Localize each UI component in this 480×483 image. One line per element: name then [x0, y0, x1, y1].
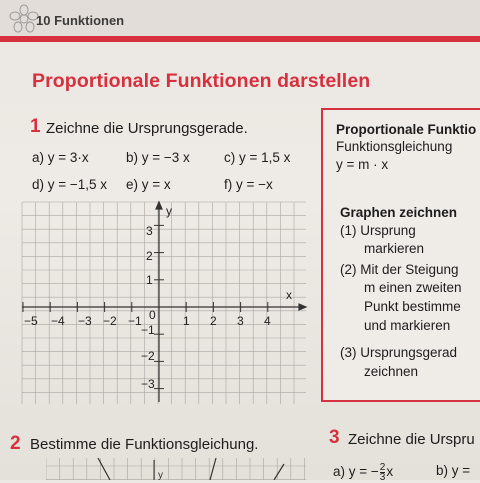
task1-eq-c: c) y = 1,5 x — [224, 150, 291, 165]
task1-eq-f: f) y = −x — [224, 177, 273, 192]
x-tick-label: −4 — [51, 314, 65, 328]
task3-instruction: Zeichne die Urspru — [348, 431, 475, 448]
task2-number: 2 — [10, 433, 21, 454]
y-tick-label: 3 — [146, 224, 153, 238]
origin-label: 0 — [149, 308, 156, 322]
task2-line — [98, 458, 110, 480]
x-tick-label: −1 — [128, 314, 142, 328]
fraction-numerator: 2 — [379, 462, 386, 473]
x-axis-arrow — [299, 304, 306, 310]
task3-eq-a — [333, 463, 393, 482]
fraction — [380, 463, 386, 482]
task2-instruction: Bestimme die Funktionsgleichung. — [30, 436, 259, 453]
x-tick-label: −2 — [103, 314, 117, 328]
info-step: m einen zweiten — [364, 280, 462, 295]
chapter-label: 10 Funktionen — [36, 13, 125, 28]
task3-eq-a-prefix: a) y = − — [333, 464, 379, 480]
info-step: und markieren — [364, 318, 451, 333]
info-box — [321, 108, 480, 402]
y-tick-label: 1 — [146, 273, 153, 287]
page-title: Proportionale Funktionen darstellen — [32, 70, 371, 92]
x-tick-label: 2 — [210, 314, 217, 328]
task2-grid — [46, 458, 306, 480]
task1-eq-b: b) y = −3 x — [126, 150, 190, 165]
x-tick-label: 1 — [183, 314, 190, 328]
y-tick-label: −1 — [141, 323, 155, 337]
task2-line — [274, 464, 284, 480]
x-tick-label: 3 — [237, 314, 244, 328]
y-axis-label: y — [166, 204, 172, 218]
x-tick-label: 4 — [264, 314, 271, 328]
y-tick-label: −3 — [141, 377, 155, 391]
task1-instruction: Zeichne die Ursprungsgerade. — [46, 120, 248, 137]
x-tick-label: −3 — [78, 314, 92, 328]
fraction-denominator: 3 — [379, 472, 386, 483]
task3-eq-a-suffix: x — [386, 464, 394, 480]
task3-number: 3 — [329, 427, 340, 448]
y-tick-label: −2 — [141, 349, 155, 363]
info-step: (1) Ursprung — [340, 223, 416, 238]
info-title: Proportionale Funktio — [336, 122, 477, 137]
header-rule — [0, 36, 480, 42]
info-subtitle: Graphen zeichnen — [340, 205, 458, 220]
y-tick-label: 2 — [146, 249, 153, 263]
info-step: zeichnen — [364, 364, 419, 379]
task1-eq-e: e) y = x — [126, 177, 171, 192]
task1-eq-d: d) y = −1,5 x — [32, 177, 108, 192]
x-axis-label: x — [286, 288, 292, 302]
info-step: markieren — [364, 241, 425, 256]
task2-y-label: y — [158, 470, 163, 480]
info-formula: y = m · x — [336, 157, 389, 172]
task1-number: 1 — [30, 116, 41, 137]
info-step: (3) Ursprungsgerad — [340, 345, 458, 360]
task3-eq-b: b) y = — [436, 463, 471, 478]
info-step: Punkt bestimme — [364, 299, 461, 314]
x-tick-label: −5 — [24, 314, 38, 328]
task1-eq-a: a) y = 3·x — [32, 150, 89, 165]
info-step: (2) Mit der Steigung — [340, 262, 459, 277]
info-line: Funktionsgleichung — [336, 139, 453, 154]
task2-line — [210, 458, 216, 480]
y-axis-arrow — [156, 202, 162, 209]
coordinate-grid — [18, 198, 310, 406]
